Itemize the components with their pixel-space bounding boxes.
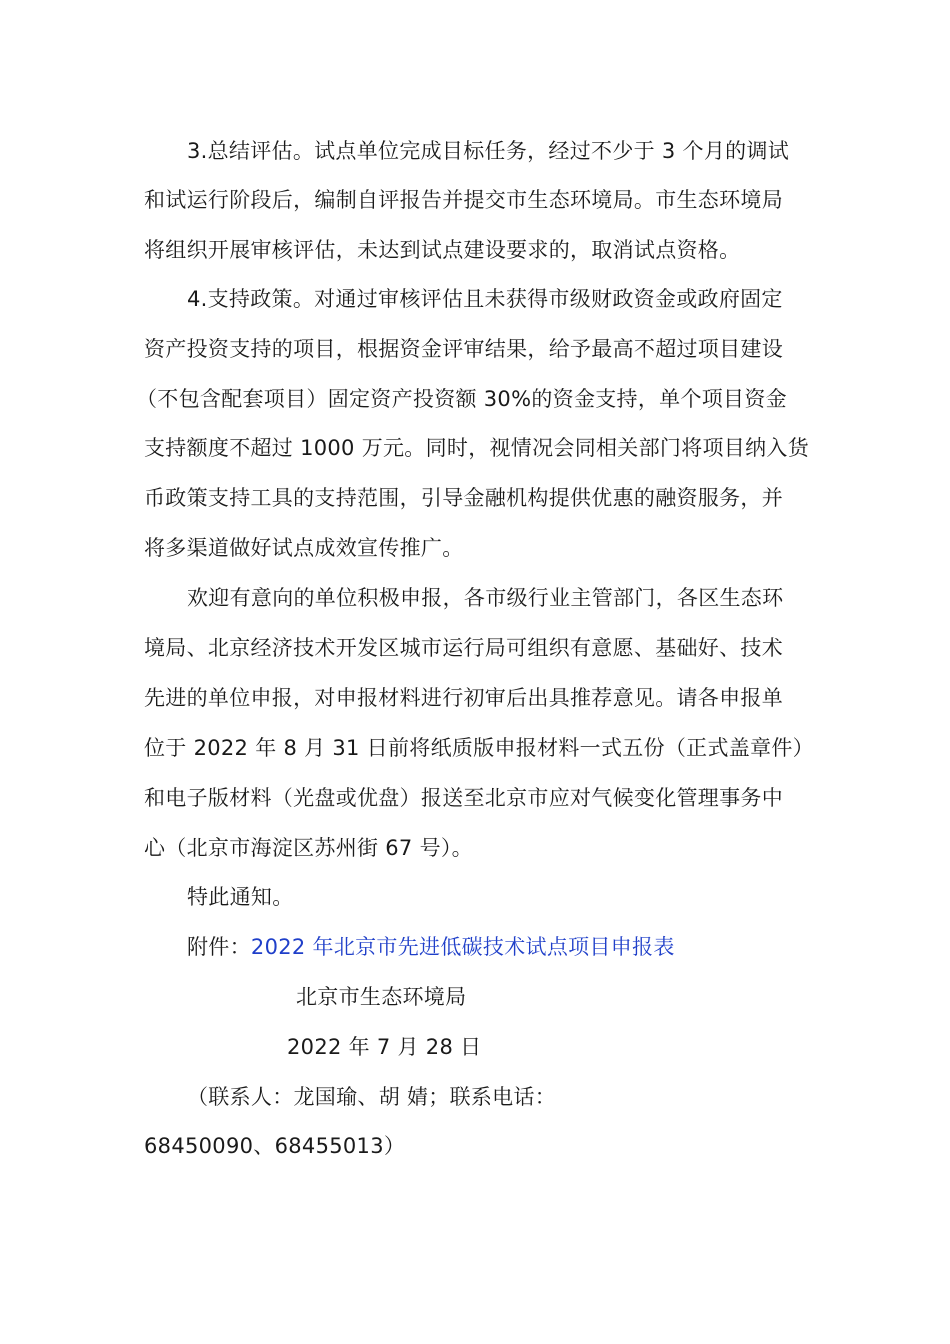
paragraph-line: 和电子版材料（光盘或优盘）报送至北京市应对气候变化管理事务中 — [144, 786, 783, 810]
paragraph-line: 先进的单位申报，对申报材料进行初审后出具推荐意见。请各申报单 — [144, 686, 783, 710]
paragraph-line: 币政策支持工具的支持范围，引导金融机构提供优惠的融资服务，并 — [144, 486, 783, 510]
paragraph-line: 境局、北京经济技术开发区城市运行局可组织有意愿、基础好、技术 — [144, 636, 783, 660]
paragraph-line: 将组织开展审核评估，未达到试点建设要求的，取消试点资格。 — [144, 238, 741, 262]
paragraph-line: 欢迎有意向的单位积极申报，各市级行业主管部门，各区生态环 — [187, 586, 784, 610]
paragraph-line: 位于 2022 年 8 月 31 日前将纸质版申报材料一式五份（正式盖章件） — [144, 736, 814, 760]
paragraph-line: 心（北京市海淀区苏州街 67 号）。 — [144, 836, 473, 860]
contact-phones: 68450090、68455013） — [144, 1134, 406, 1158]
signature-org: 北京市生态环境局 — [296, 985, 467, 1009]
paragraph-line: 3.总结评估。试点单位完成目标任务，经过不少于 3 个月的调试 — [187, 139, 790, 163]
paragraph-line: 4.支持政策。对通过审核评估且未获得市级财政资金或政府固定 — [187, 287, 783, 311]
signature-date: 2022 年 7 月 28 日 — [287, 1035, 482, 1059]
paragraph-line: 资产投资支持的项目，根据资金评审结果，给予最高不超过项目建设 — [144, 337, 783, 361]
paragraph-line: 将多渠道做好试点成效宣传推广。 — [144, 536, 464, 560]
closing-line: 特此通知。 — [187, 885, 294, 909]
attachment-label: 附件： — [187, 935, 251, 959]
attachment-link[interactable]: 2022 年北京市先进低碳技术试点项目申报表 — [250, 935, 675, 959]
paragraph-line: 支持额度不超过 1000 万元。同时，视情况会同相关部门将项目纳入货 — [144, 436, 809, 460]
paragraph-line: （不包含配套项目）固定资产投资额 30%的资金支持，单个项目资金 — [136, 387, 787, 411]
paragraph-line: 和试运行阶段后，编制自评报告并提交市生态环境局。市生态环境局 — [144, 188, 783, 212]
attachment-line — [187, 933, 675, 961]
contact-line: （联系人：龙国瑜、胡 婧；联系电话： — [187, 1085, 557, 1109]
